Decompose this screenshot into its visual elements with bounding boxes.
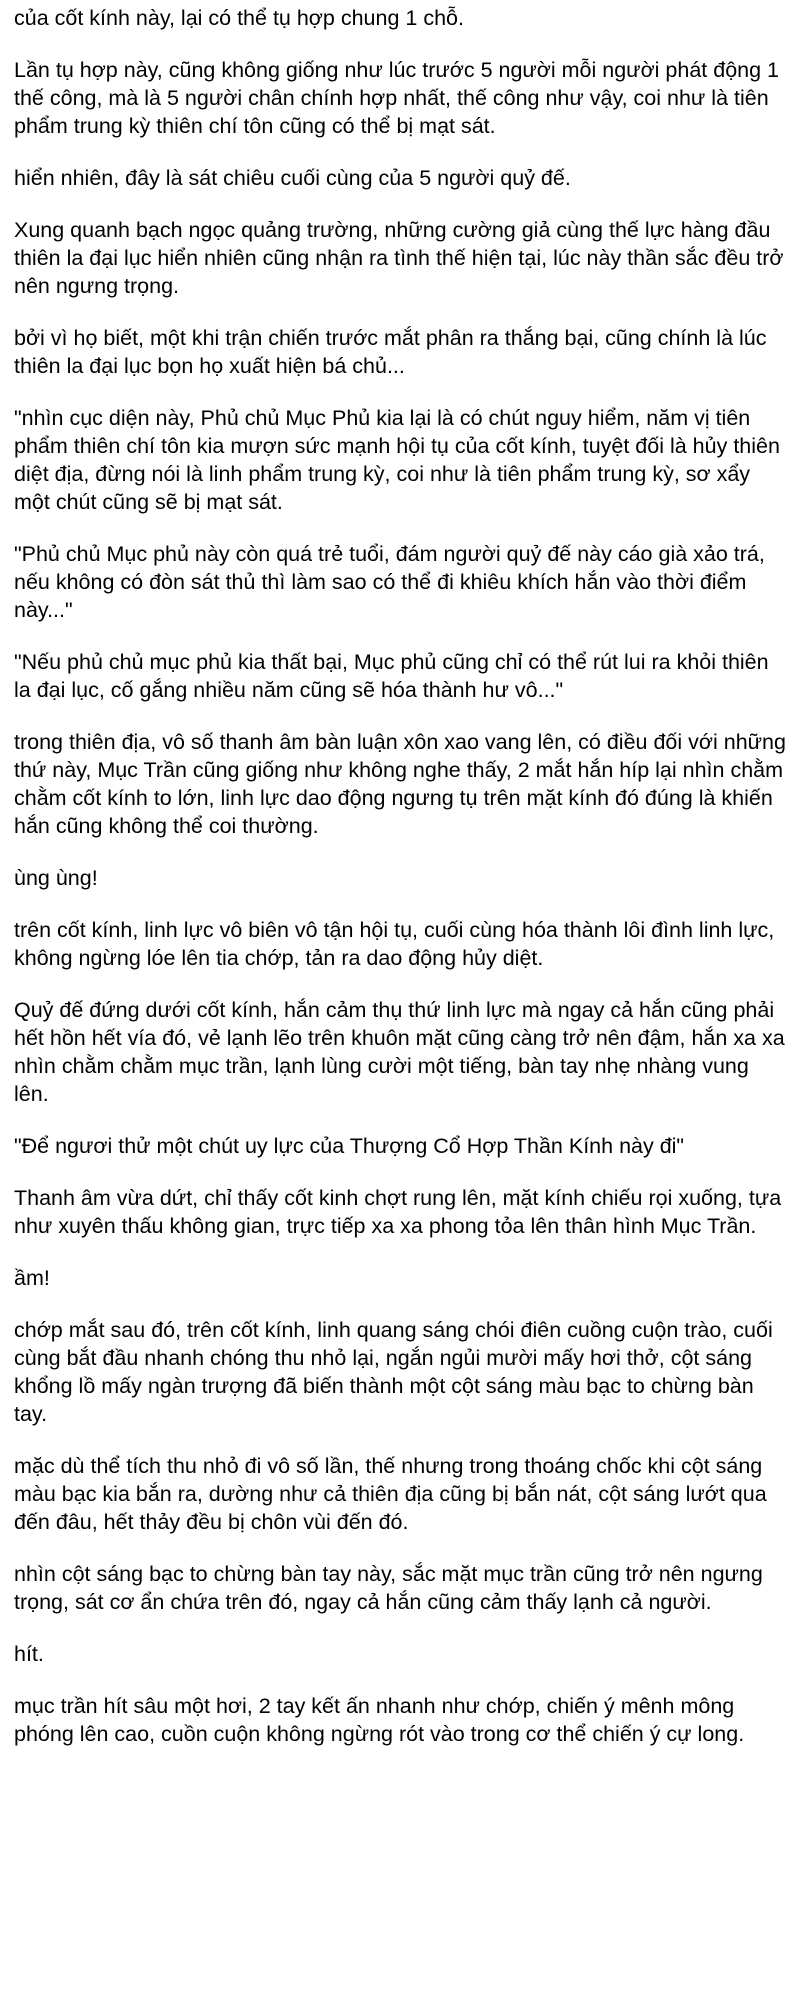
paragraph: hiển nhiên, đây là sát chiêu cuối cùng của 5 người quỷ đế. <box>14 166 571 190</box>
paragraph: Thanh âm vừa dứt, chỉ thấy cốt kinh chợt rung lên, mặt kính chiếu rọi xuống, tựa như xuyên thấu không gian, trực tiếp xa xa phong tỏa lên thân hình Mục Trần. <box>14 1186 782 1238</box>
paragraph: chớp mắt sau đó, trên cốt kính, linh quang sáng chói điên cuồng cuộn trào, cuối cùng bắt đầu nhanh chóng thu nhỏ lại, ngắn ngủi mười mấy hơi thở, cột sáng khổng lồ mấy ngàn trượng đã biến thành một cột sáng màu bạc to chừng bàn tay. <box>14 1318 773 1426</box>
paragraph: "nhìn cục diện này, Phủ chủ Mục Phủ kia lại là có chút nguy hiểm, năm vị tiên phẩm thiên chí tôn kia mượn sức mạnh hội tụ của cốt kính, tuyệt đối là hủy thiên diệt địa, đừng nói là linh phẩm trung kỳ, coi như là tiên phẩm trung kỳ, sơ xẩy một chút cũng sẽ bị mạt sát. <box>14 406 780 514</box>
paragraph: "Phủ chủ Mục phủ này còn quá trẻ tuổi, đám người quỷ đế này cáo già xảo trá, nếu không có đòn sát thủ thì làm sao có thể đi khiêu khích hắn vào thời điểm này..." <box>14 542 765 622</box>
paragraph: bởi vì họ biết, một khi trận chiến trước mắt phân ra thắng bại, cũng chính là lúc thiên la đại lục bọn họ xuất hiện bá chủ... <box>14 326 767 378</box>
paragraph: Lần tụ hợp này, cũng không giống như lúc trước 5 người mỗi người phát động 1 thế công, mà là 5 người chân chính hợp nhất, thế công như vậy, coi như là tiên phẩm trung kỳ thiên chí tôn cũng có thể bị mạt sát. <box>14 58 780 138</box>
paragraph: Xung quanh bạch ngọc quảng trường, những cường giả cùng thế lực hàng đầu thiên la đại lục hiển nhiên cũng nhận ra tình thế hiện tại, lúc này thần sắc đều trở nên ngưng trọng. <box>14 218 784 298</box>
paragraph: "Nếu phủ chủ mục phủ kia thất bại, Mục phủ cũng chỉ có thể rút lui ra khỏi thiên la đại lục, cố gắng nhiều năm cũng sẽ hóa thành hư vô..." <box>14 650 769 702</box>
paragraph: mặc dù thể tích thu nhỏ đi vô số lần, thế nhưng trong thoáng chốc khi cột sáng màu bạc kia bắn ra, dường như cả thiên địa cũng bị bắn nát, cột sáng lướt qua đến đâu, hết thảy đều bị chôn vùi đến đó. <box>14 1454 767 1534</box>
paragraph: mục trần hít sâu một hơi, 2 tay kết ấn nhanh như chớp, chiến ý mênh mông phóng lên cao, cuồn cuộn không ngừng rót vào trong cơ thể chiến ý cự long. <box>14 1694 745 1746</box>
paragraph: của cốt kính này, lại có thể tụ hợp chung 1 chỗ. <box>14 6 464 30</box>
paragraph: nhìn cột sáng bạc to chừng bàn tay này, sắc mặt mục trần cũng trở nên ngưng trọng, sát cơ ẩn chứa trên đó, ngay cả hắn cũng cảm thấy lạnh cả người. <box>14 1562 763 1614</box>
paragraph: hít. <box>14 1642 44 1666</box>
paragraph: trong thiên địa, vô số thanh âm bàn luận xôn xao vang lên, có điều đối với những thứ này, Mục Trần cũng giống như không nghe thấy, 2 mắt hắn híp lại nhìn chằm chằm cốt kính to lớn, linh lực dao động ngưng tụ trên mặt kính đó đúng là khiến hắn cũng không thể coi thường. <box>14 730 786 838</box>
paragraph: ầm! <box>14 1266 50 1290</box>
paragraph: "Để ngươi thử một chút uy lực của Thượng Cổ Hợp Thần Kính này đi" <box>14 1134 685 1158</box>
paragraph: ùng ùng! <box>14 866 98 890</box>
paragraph: Quỷ đế đứng dưới cốt kính, hắn cảm thụ thứ linh lực mà ngay cả hắn cũng phải hết hồn hết vía đó, vẻ lạnh lẽo trên khuôn mặt cũng càng trở nên đậm, hắn xa xa nhìn chằm chằm mục trần, lạnh lùng cười một tiếng, bàn tay nhẹ nhàng vung lên. <box>14 998 785 1106</box>
paragraph: trên cốt kính, linh lực vô biên vô tận hội tụ, cuối cùng hóa thành lôi đình linh lực, không ngừng lóe lên tia chớp, tản ra dao động hủy diệt. <box>14 918 775 970</box>
